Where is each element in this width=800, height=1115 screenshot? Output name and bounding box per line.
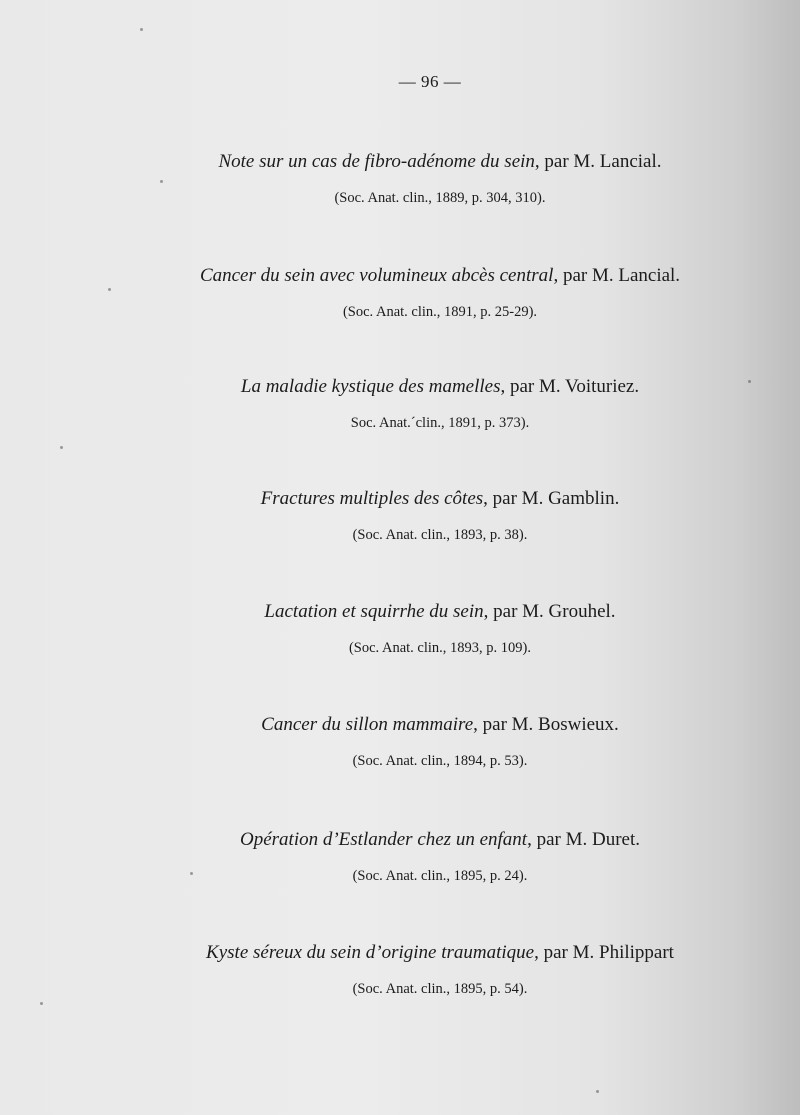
entry-author: par M. Lancial. — [562, 265, 681, 286]
entry-work-title: Cancer du sillon mammaire — [261, 714, 474, 735]
entry-title: Opération d’Estlander chez un enfant, par M. Duret. — [240, 829, 640, 850]
bibliography-entry — [0, 264, 800, 321]
bibliography-entry — [0, 375, 800, 432]
page-number: — 96 — — [398, 72, 462, 91]
paper-speck — [108, 288, 111, 291]
entry-author: par M. Gamblin. — [492, 488, 620, 509]
entry-author: par M. Boswieux. — [482, 714, 619, 735]
entry-citation: (Soc. Anat. clin., 1895, p. 54). — [352, 981, 528, 997]
entry-author: par M. Duret. — [536, 829, 640, 850]
entry-citation: (Soc. Anat. clin., 1893, p. 109). — [348, 640, 532, 656]
paper-speck — [190, 872, 193, 875]
entry-title: Cancer du sillon mammaire, par M. Boswieux. — [261, 714, 619, 735]
entry-work-title: Fractures multiples des côtes — [260, 488, 484, 509]
entry-title: Kyste séreux du sein d’origine traumatique, par M. Philippart — [206, 942, 674, 963]
entry-work-title: Cancer du sein avec volumineux abcès central — [199, 265, 554, 286]
bibliography-entry — [0, 941, 800, 998]
bibliography-entry — [0, 487, 800, 544]
entry-title: Fractures multiples des côtes, par M. Gamblin. — [260, 488, 620, 509]
entry-title: Lactation et squirrhe du sein, par M. Grouhel. — [264, 601, 616, 622]
entry-work-title: La maladie kystique des mamelles — [240, 376, 501, 397]
paper-speck — [748, 380, 751, 383]
entry-work-title: Lactation et squirrhe du sein — [264, 601, 484, 622]
entry-citation: (Soc. Anat. clin., 1895, p. 24). — [352, 868, 528, 884]
entry-citation: Soc. Anat.´clin., 1891, p. 373). — [350, 415, 530, 431]
paper-speck — [140, 28, 143, 31]
entry-work-title: Kyste séreux du sein d’origine traumatique — [206, 942, 535, 963]
entry-work-title: Opération d’Estlander chez un enfant — [240, 829, 528, 850]
entry-title: Cancer du sein avec volumineux abcès central, par M. Lancial. — [199, 265, 681, 286]
entry-author: par M. Philippart — [543, 942, 674, 963]
entry-author: par M. Grouhel. — [493, 601, 616, 622]
entry-author: par M. Lancial. — [544, 151, 662, 172]
paper-speck — [596, 1090, 599, 1093]
entry-work-title: Note sur un cas de fibro-adénome du sein — [218, 151, 535, 172]
entry-author: par M. Voituriez. — [510, 376, 640, 397]
entry-citation: (Soc. Anat. clin., 1894, p. 53). — [352, 753, 528, 769]
bibliography-entry — [0, 150, 800, 207]
entry-title: La maladie kystique des mamelles, par M. Voituriez. — [240, 376, 640, 397]
entry-citation: (Soc. Anat. clin., 1891, p. 25-29). — [342, 304, 538, 320]
paper-speck — [60, 446, 63, 449]
bibliography-entry — [0, 600, 800, 657]
entry-citation: (Soc. Anat. clin., 1893, p. 38). — [352, 527, 528, 543]
paper-speck — [160, 180, 163, 183]
paper-speck — [40, 1002, 43, 1005]
bibliography-entry — [0, 828, 800, 885]
entry-citation: (Soc. Anat. clin., 1889, p. 304, 310). — [334, 190, 546, 206]
entry-title: Note sur un cas de fibro-adénome du sein, par M. Lancial. — [218, 151, 662, 172]
bibliography-entry — [0, 713, 800, 770]
